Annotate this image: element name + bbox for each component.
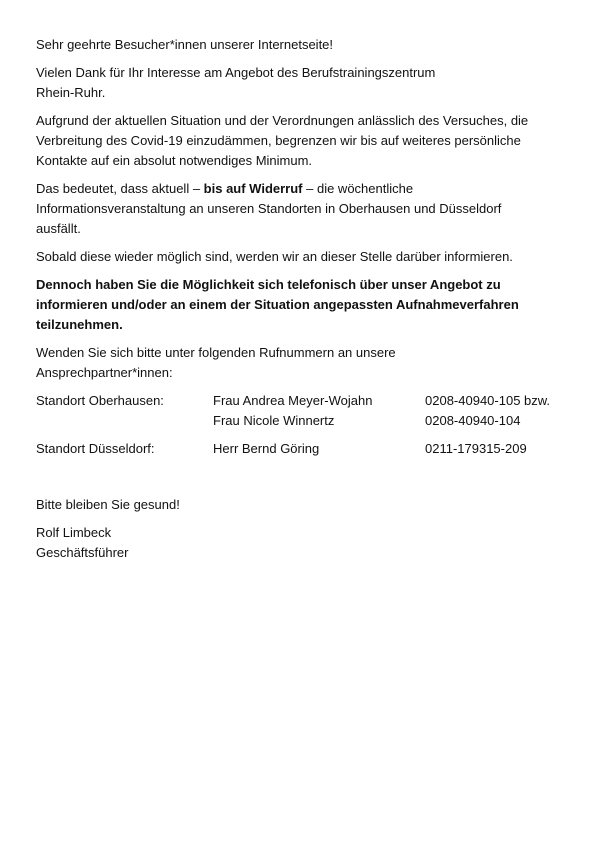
text-line	[36, 179, 561, 199]
closing: Bitte bleiben Sie gesund!	[36, 497, 180, 512]
contact-phone: 0211-179315-209	[425, 441, 527, 456]
contact-row	[36, 391, 561, 411]
text-line: Dennoch haben Sie die Möglichkeit sich telefonisch über unser Angebot zu	[36, 277, 501, 292]
text-line: teilzunehmen.	[36, 317, 123, 332]
paragraph-situation	[36, 111, 561, 171]
text-line: Verbreitung des Covid-19 einzudämmen, begrenzen wir bis auf weiteres persönliche	[36, 133, 521, 148]
text-line: ausfällt.	[36, 221, 81, 236]
text-fragment: – die wöchentliche	[302, 181, 414, 196]
contact-location: Standort Oberhausen:	[36, 393, 164, 408]
paragraph-contact-intro	[36, 343, 561, 383]
text-line: Kontakte auf ein absolut notwendiges Minimum.	[36, 153, 313, 168]
signature-title: Geschäftsführer	[36, 545, 129, 560]
bold-text: bis auf Widerruf	[203, 181, 303, 196]
contact-row	[36, 411, 561, 431]
text-line: Wenden Sie sich bitte unter folgenden Rufnummern an unsere	[36, 345, 396, 360]
paragraph-bold-notice	[36, 275, 561, 335]
signature	[36, 523, 561, 563]
letter-body	[36, 35, 561, 571]
text-line: Rhein-Ruhr.	[36, 85, 106, 100]
signature-name: Rolf Limbeck	[36, 525, 112, 540]
spacer	[36, 467, 561, 495]
text-line: Aufgrund der aktuellen Situation und der Verordnungen anlässlich des Versuches, die	[36, 113, 529, 128]
contact-phone: 0208-40940-104	[425, 413, 521, 428]
contact-table	[36, 391, 561, 459]
contact-row	[36, 439, 561, 459]
paragraph-cancellation	[36, 179, 561, 239]
text-fragment: Das bedeutet, dass aktuell –	[36, 181, 204, 196]
text-line: informieren und/oder an einem der Situation angepassten Aufnahmeverfahren	[36, 297, 519, 312]
contact-name: Frau Andrea Meyer-Wojahn	[213, 393, 373, 408]
text-line: Informationsveranstaltung an unseren Standorten in Oberhausen und Düsseldorf	[36, 201, 502, 216]
paragraph-thanks	[36, 63, 561, 103]
contact-name: Frau Nicole Winnertz	[213, 413, 335, 428]
contact-name: Herr Bernd Göring	[213, 441, 320, 456]
contact-phone: 0208-40940-105 bzw.	[425, 393, 551, 408]
text-line: Vielen Dank für Ihr Interesse am Angebot des Berufstrainingszentrum	[36, 65, 436, 80]
contact-location: Standort Düsseldorf:	[36, 441, 155, 456]
paragraph-info: Sobald diese wieder möglich sind, werden wir an dieser Stelle darüber informieren.	[36, 249, 513, 264]
text-line: Ansprechpartner*innen:	[36, 365, 173, 380]
greeting: Sehr geehrte Besucher*innen unserer Internetseite!	[36, 37, 334, 52]
contact-location	[36, 411, 213, 431]
